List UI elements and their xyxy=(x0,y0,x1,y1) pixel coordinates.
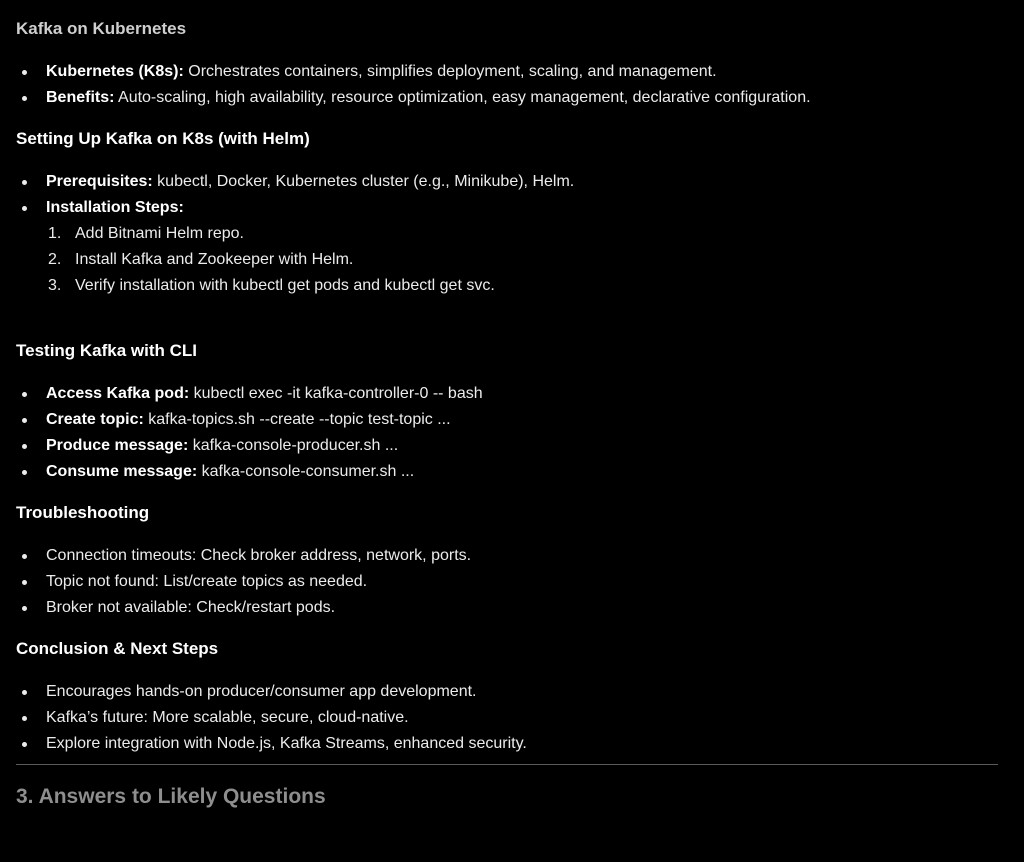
list-item xyxy=(16,195,998,221)
item-label: Create topic: xyxy=(46,411,144,428)
item-text: kubectl exec -it kafka-controller-0 -- bash xyxy=(189,385,483,402)
cli-list xyxy=(16,381,998,485)
step-text: Verify installation with kubectl get pods and kubectl get svc. xyxy=(75,277,495,294)
step-text: Install Kafka and Zookeeper with Helm. xyxy=(75,251,354,268)
step-item xyxy=(46,247,998,273)
step-item xyxy=(46,273,998,299)
list-item: Topic not found: List/create topics as needed. xyxy=(16,569,998,595)
list-item: Explore integration with Node.js, Kafka Streams, enhanced security. xyxy=(16,731,998,757)
list-item xyxy=(16,433,998,459)
list-item xyxy=(16,459,998,485)
list-item xyxy=(16,407,998,433)
item-text: kafka-topics.sh --create --topic test-topic ... xyxy=(143,411,451,428)
item-text: kafka-console-producer.sh ... xyxy=(188,437,399,454)
list-item xyxy=(16,59,998,85)
installation-steps xyxy=(16,221,998,299)
item-text: kafka-console-consumer.sh ... xyxy=(197,463,415,480)
list-item xyxy=(16,169,998,195)
section-heading-kafka-on-kubernetes: Kafka on Kubernetes xyxy=(16,19,187,38)
divider xyxy=(16,764,998,765)
item-label: Prerequisites: xyxy=(46,173,153,190)
list-item xyxy=(16,85,998,111)
list-item: Encourages hands-on producer/consumer app development. xyxy=(16,679,998,705)
item-label: Produce message: xyxy=(46,437,189,454)
item-label: Kubernetes (K8s): xyxy=(46,63,184,80)
list-item: Broker not available: Check/restart pods. xyxy=(16,595,998,621)
item-text: Auto-scaling, high availability, resource optimization, easy management, declarative configuration. xyxy=(114,89,811,106)
setup-list xyxy=(16,169,998,221)
spacer xyxy=(16,299,998,337)
section-heading-setup: Setting Up Kafka on K8s (with Helm) xyxy=(16,129,310,148)
section-heading-cli: Testing Kafka with CLI xyxy=(16,341,198,360)
item-label: Benefits: xyxy=(46,89,115,106)
item-label: Access Kafka pod: xyxy=(46,385,190,402)
step-text: Add Bitnami Helm repo. xyxy=(75,225,244,242)
list-item: Connection timeouts: Check broker address, network, ports. xyxy=(16,543,998,569)
k8s-list xyxy=(16,59,998,111)
next-section-heading: 3. Answers to Likely Questions xyxy=(16,785,326,808)
section-heading-troubleshooting: Troubleshooting xyxy=(16,503,150,522)
item-text: kubectl, Docker, Kubernetes cluster (e.g., Minikube), Helm. xyxy=(152,173,575,190)
step-number: 2. xyxy=(48,251,62,268)
item-label: Installation Steps: xyxy=(46,199,184,216)
step-number: 3. xyxy=(48,277,62,294)
list-item: Kafka’s future: More scalable, secure, cloud-native. xyxy=(16,705,998,731)
section-heading-conclusion: Conclusion & Next Steps xyxy=(16,639,219,658)
step-item xyxy=(46,221,998,247)
item-label: Consume message: xyxy=(46,463,198,480)
conclusion-list xyxy=(16,679,998,757)
step-number: 1. xyxy=(48,225,62,242)
troubleshooting-list xyxy=(16,543,998,621)
list-item xyxy=(16,381,998,407)
item-text: Orchestrates containers, simplifies deployment, scaling, and management. xyxy=(183,63,717,80)
